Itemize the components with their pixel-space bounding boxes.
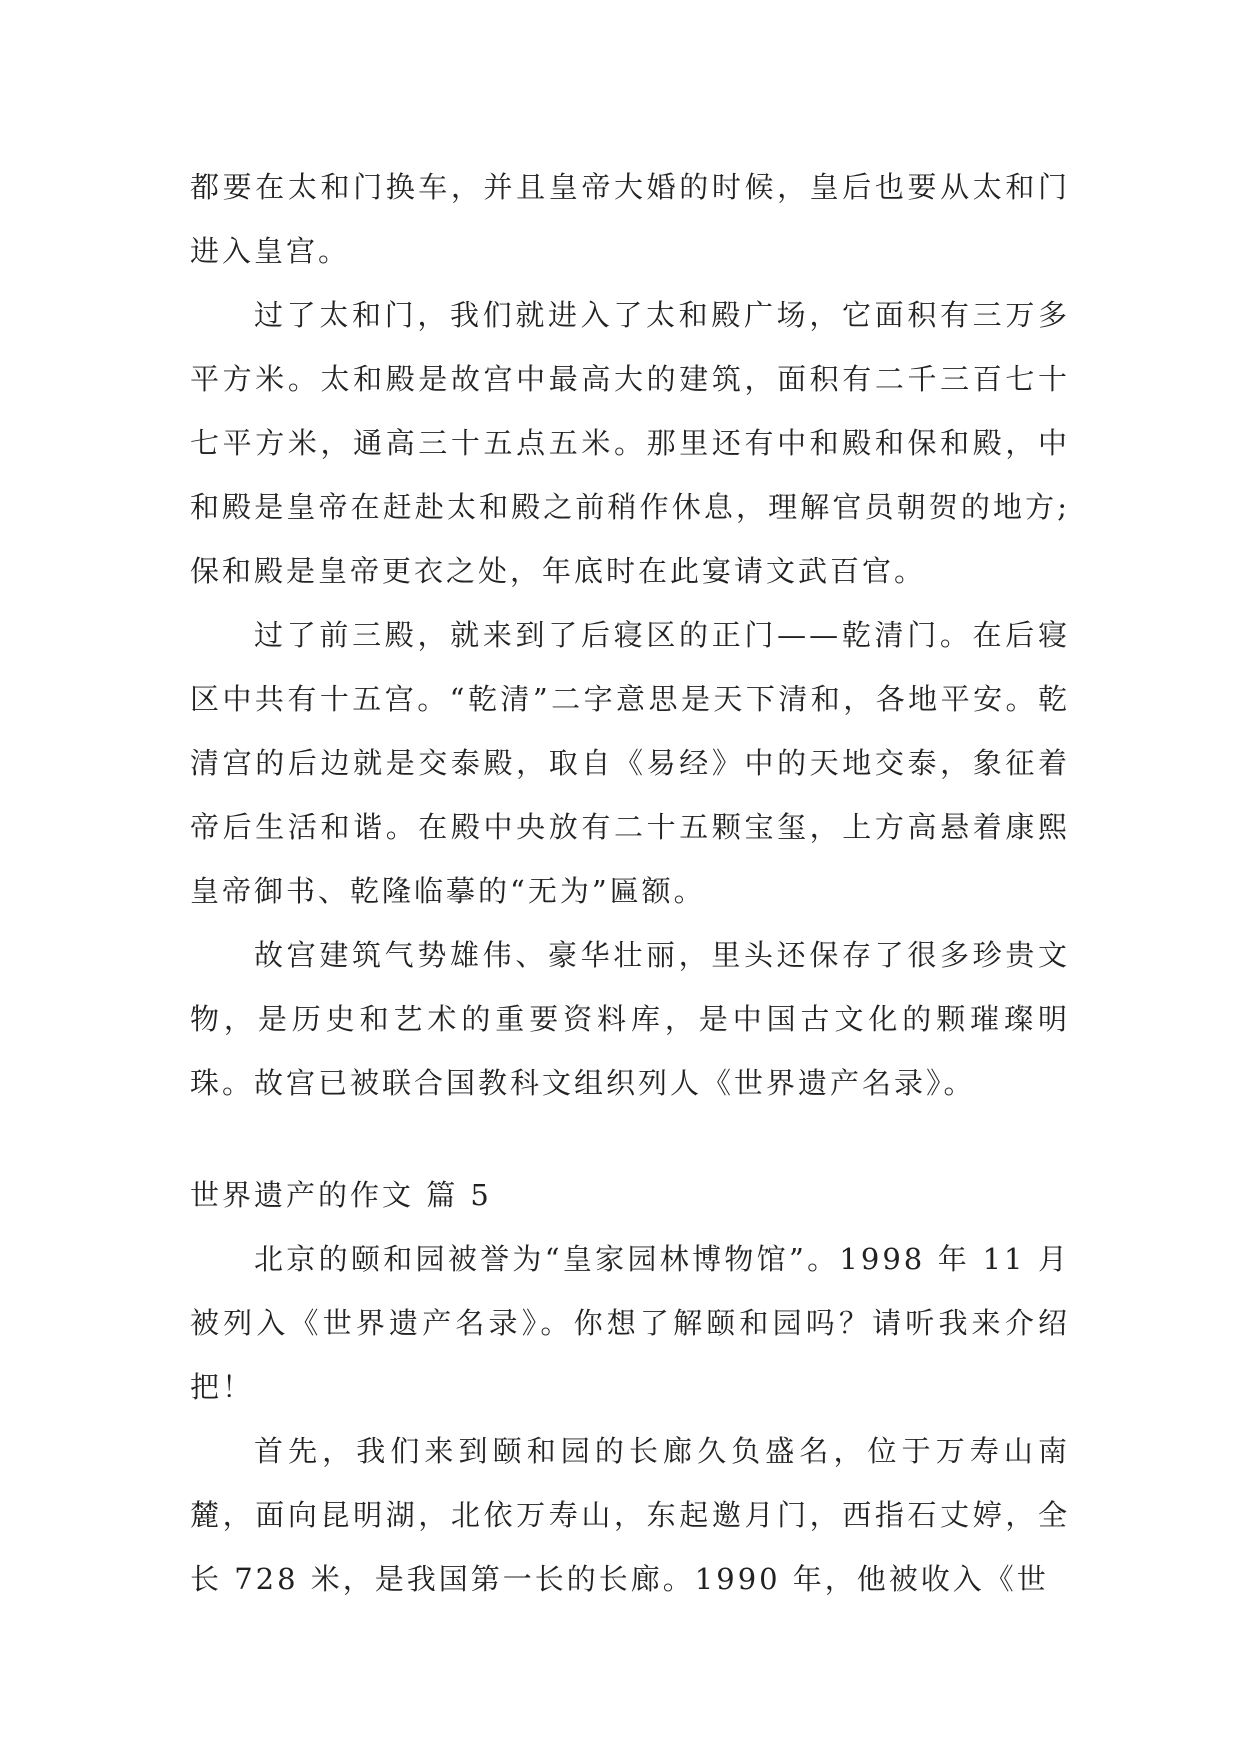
paragraph: 过了太和门，我们就进入了太和殿广场，它面积有三万多平方米。太和殿是故宫中最高大的建筑，面积有二千三百七十七平方米，通高三十五点五米。那里还有中和殿和保和殿，中和殿是皇帝在赶赴太和殿之前稍作休息，理解官员朝贺的地方;保和殿是皇帝更衣之处，年底时在此宴请文武百官。 (190, 298, 1070, 588)
paragraph: 北京的颐和园被誉为“皇家园林博物馆”。1998 年 11 月被列入《世界遗产名录》。你想了解颐和园吗？请听我来介绍把！ (190, 1242, 1070, 1404)
document-body (190, 155, 1070, 1611)
section-heading: 世界遗产的作文 篇 5 (190, 1178, 492, 1212)
paragraph: 过了前三殿，就来到了后寝区的正门——乾清门。在后寝区中共有十五宫。“乾清”二字意思是天下清和，各地平安。乾清宫的后边就是交泰殿，取自《易经》中的天地交泰，象征着帝后生活和谐。在殿中央放有二十五颗宝玺，上方高悬着康熙皇帝御书、乾隆临摹的“无为”匾额。 (190, 618, 1070, 908)
paragraph: 故宫建筑气势雄伟、豪华壮丽，里头还保存了很多珍贵文物，是历史和艺术的重要资料库，是中国古文化的颗璀璨明珠。故宫已被联合国教科文组织列人《世界遗产名录》。 (190, 938, 1070, 1100)
paragraph: 首先，我们来到颐和园的长廊久负盛名，位于万寿山南麓，面向昆明湖，北依万寿山，东起邀月门，西指石丈婷，全长 728 米，是我国第一长的长廊。1990 年，他被收入《世 (190, 1434, 1070, 1596)
paragraph: 都要在太和门换车，并且皇帝大婚的时候，皇后也要从太和门进入皇宫。 (190, 170, 1070, 268)
